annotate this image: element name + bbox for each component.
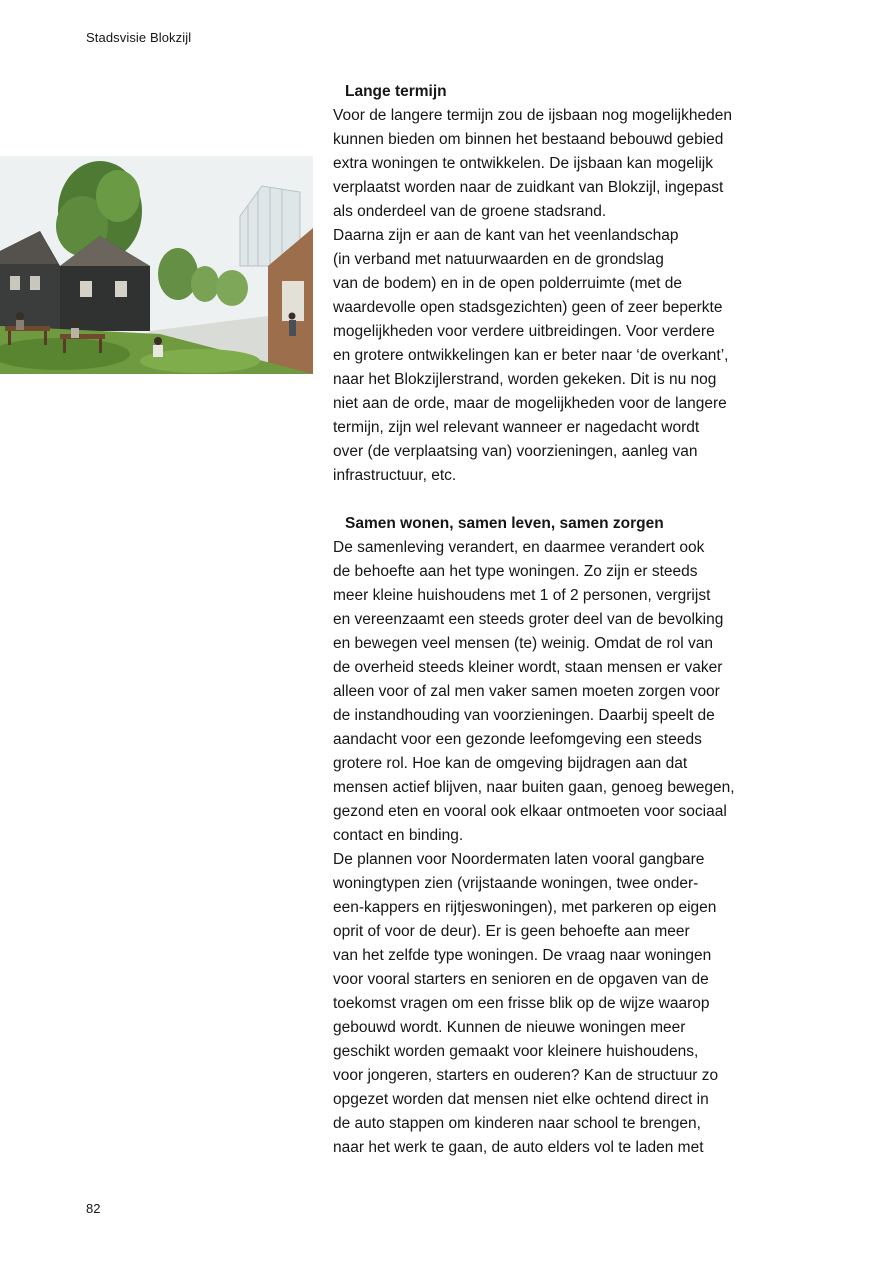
- text-line: meer kleine huishoudens met 1 of 2 personen, vergrijst: [333, 587, 711, 604]
- text-line: woningtypen zien (vrijstaande woningen, twee onder-: [333, 875, 699, 892]
- text-line: van de bodem) en in de open polderruimte (met de: [333, 275, 682, 292]
- text-line: (in verband met natuurwaarden en de grondslag: [333, 251, 664, 268]
- text-line: kunnen bieden om binnen het bestaand bebouwd gebied: [333, 131, 724, 148]
- text-line: over (de verplaatsing van) voorzieningen, aanleg van: [333, 443, 698, 460]
- text-line: De samenleving verandert, en daarmee verandert ook: [333, 539, 705, 556]
- text-line: naar het Blokzijlerstrand, worden gekeken. Dit is nu nog: [333, 371, 717, 388]
- text-line: en bewegen veel mensen (te) weinig. Omdat de rol van: [333, 635, 713, 652]
- text-line: een-kappers en rijtjeswoningen), met parkeren op eigen: [333, 899, 717, 916]
- text-line: contact en binding.: [333, 827, 464, 844]
- text-line: de behoefte aan het type woningen. Zo zijn er steeds: [333, 563, 698, 580]
- text-line: extra woningen te ontwikkelen. De ijsbaan kan mogelijk: [333, 155, 713, 172]
- text-line: aandacht voor een gezonde leefomgeving een steeds: [333, 731, 702, 748]
- section-samen-wonen: [333, 512, 823, 1160]
- text-line: van het zelfde type woningen. De vraag naar woningen: [333, 947, 712, 964]
- text-line: en vereenzaamt een steeds groter deel van de bevolking: [333, 611, 724, 628]
- text-line: alleen voor of zal men vaker samen moeten zorgen voor: [333, 683, 720, 700]
- section-heading: Lange termijn: [345, 83, 447, 100]
- text-line: als onderdeel van de groene stadsrand.: [333, 203, 607, 220]
- illustration-image: [0, 156, 313, 374]
- text-line: niet aan de orde, maar de mogelijkheden voor de langere: [333, 395, 727, 412]
- main-text: [333, 80, 823, 1160]
- text-line: Voor de langere termijn zou de ijsbaan nog mogelijkheden: [333, 107, 732, 124]
- page-number: 82: [86, 1201, 101, 1216]
- text-line: toekomst vragen om een frisse blik op de wijze waarop: [333, 995, 710, 1012]
- section-body: [333, 536, 823, 1160]
- section-lange-termijn: [333, 80, 823, 488]
- text-line: voor vooral starters en senioren en de opgaven van de: [333, 971, 709, 988]
- text-line: naar het werk te gaan, de auto elders vol te laden met: [333, 1139, 704, 1156]
- text-line: verplaatst worden naar de zuidkant van Blokzijl, ingepast: [333, 179, 724, 196]
- text-line: mensen actief blijven, naar buiten gaan, genoeg bewegen,: [333, 779, 735, 796]
- running-header: Stadsvisie Blokzijl: [86, 30, 192, 45]
- text-line: infrastructuur, etc.: [333, 467, 457, 484]
- text-line: opgezet worden dat mensen niet elke ochtend direct in: [333, 1091, 709, 1108]
- section-heading: Samen wonen, samen leven, samen zorgen: [345, 515, 664, 532]
- text-line: de auto stappen om kinderen naar school te brengen,: [333, 1115, 701, 1132]
- text-line: gezond eten en vooral ook elkaar ontmoeten voor sociaal: [333, 803, 727, 820]
- text-line: De plannen voor Noordermaten laten vooral gangbare: [333, 851, 705, 868]
- text-line: en grotere ontwikkelingen kan er beter naar ‘de overkant’,: [333, 347, 729, 364]
- text-line: termijn, zijn wel relevant wanneer er nagedacht wordt: [333, 419, 700, 436]
- text-line: oprit of voor de deur). Er is geen behoefte aan meer: [333, 923, 690, 940]
- text-line: de overheid steeds kleiner wordt, staan mensen er vaker: [333, 659, 723, 676]
- text-line: mogelijkheden voor verdere uitbreidingen. Voor verdere: [333, 323, 715, 340]
- text-line: gebouwd wordt. Kunnen de nieuwe woningen meer: [333, 1019, 686, 1036]
- text-line: geschikt worden gemaakt voor kleinere huishoudens,: [333, 1043, 699, 1060]
- text-line: waardevolle open stadsgezichten) geen of zeer beperkte: [333, 299, 723, 316]
- text-line: de instandhouding van voorzieningen. Daarbij speelt de: [333, 707, 715, 724]
- text-line: grotere rol. Hoe kan de omgeving bijdragen aan dat: [333, 755, 688, 772]
- text-line: voor jongeren, starters en ouderen? Kan de structuur zo: [333, 1067, 719, 1084]
- text-line: Daarna zijn er aan de kant van het veenlandschap: [333, 227, 679, 244]
- section-body: [333, 104, 823, 488]
